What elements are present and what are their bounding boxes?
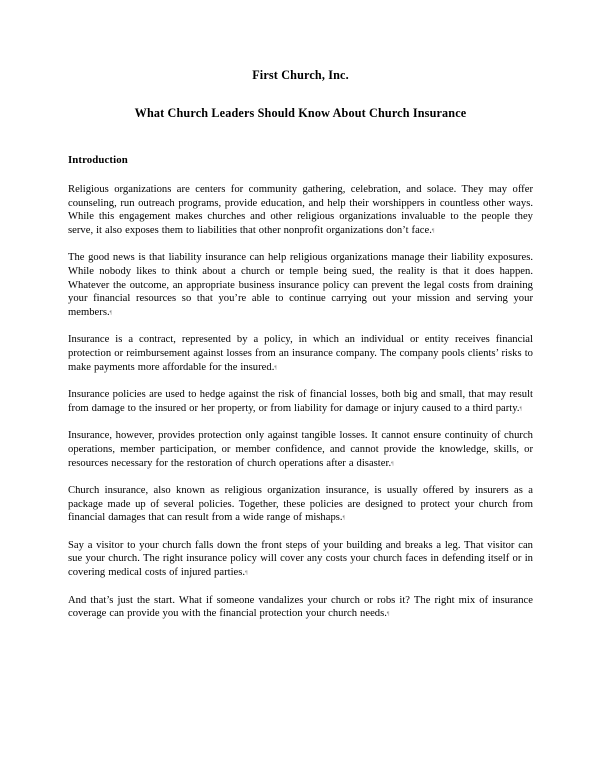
paragraph-mark: ¶ [245, 570, 248, 577]
paragraph-text: Say a visitor to your church falls down the front steps of your building and breaks a leg. That visitor can sue your church. The right insurance policy will cover any costs your church faces in defending itself or in covering medical costs of injured parties. [68, 539, 533, 579]
paragraph-text: And that’s just the start. What if someone vandalizes your church or robs it? The right mix of insurance coverage can provide you with the financial protection your church needs. [68, 594, 533, 620]
paragraph-text: Religious organizations are centers for community gathering, celebration, and solace. They may offer counseling, run outreach programs, provide education, and help their worshippers in countless other ways. While this engagement makes churches and other religious organizations invaluable to the people they serve, it also exposes them to liabilities that other nonprofit organizations don’t face. [68, 184, 533, 236]
paragraph [68, 320, 533, 375]
paragraph-mark: ¶ [519, 405, 523, 412]
paragraph-mark: ¶ [274, 364, 277, 371]
paragraph-text: Insurance policies are used to hedge against the risk of financial losses, both big and small, that may result from damage to the insured or her property, or from liability for damage or injury caused to a third party. [68, 389, 533, 414]
document-content [68, 0, 533, 622]
paragraph [68, 416, 533, 471]
paragraph-text: Insurance, however, provides protection only against tangible losses. It cannot ensure continuity of church operations, member participation, or member confidence, and cannot provide the knowledge, skills, or resources necessary for the restoration of church operations after a disaster. [68, 430, 533, 469]
document-subtitle: What Church Leaders Should Know About Church Insurance [134, 106, 467, 120]
paragraph [68, 167, 533, 238]
paragraph-text: Insurance is a contract, represented by a policy, in which an individual or entity receives financial protection or reimbursement against losses from an insurance company. The company pools clients’ risks to make payments more affordable for the insured. [68, 334, 533, 373]
section-heading-introduction: Introduction [68, 154, 128, 166]
paragraph [68, 526, 533, 581]
paragraph-mark: ¶ [391, 460, 394, 467]
paragraph-text: The good news is that liability insurance can help religious organizations manage their liability exposures. While nobody likes to think about a church or temple being sued, the reality is that it does happen. Whatever the outcome, an appropriate business insurance policy can prevent the legal costs from draining your financial resources so that you’re able to continue carrying out your mission and serving your members. [68, 252, 533, 318]
paragraph [68, 581, 533, 622]
paragraph-mark: ¶ [342, 515, 346, 522]
paragraph [68, 238, 533, 320]
paragraph [68, 375, 533, 416]
document-title: First Church, Inc. [252, 68, 349, 82]
paragraph-mark: ¶ [109, 309, 113, 316]
paragraph [68, 471, 533, 526]
paragraph-mark: ¶ [386, 611, 390, 618]
paragraph-text: Church insurance, also known as religious organization insurance, is usually offered by insurers as a package made up of several policies. Together, these policies are designed to protect your church from financial damages that can result from a wide range of mishaps. [68, 485, 533, 524]
paragraph-mark: ¶ [431, 227, 435, 234]
